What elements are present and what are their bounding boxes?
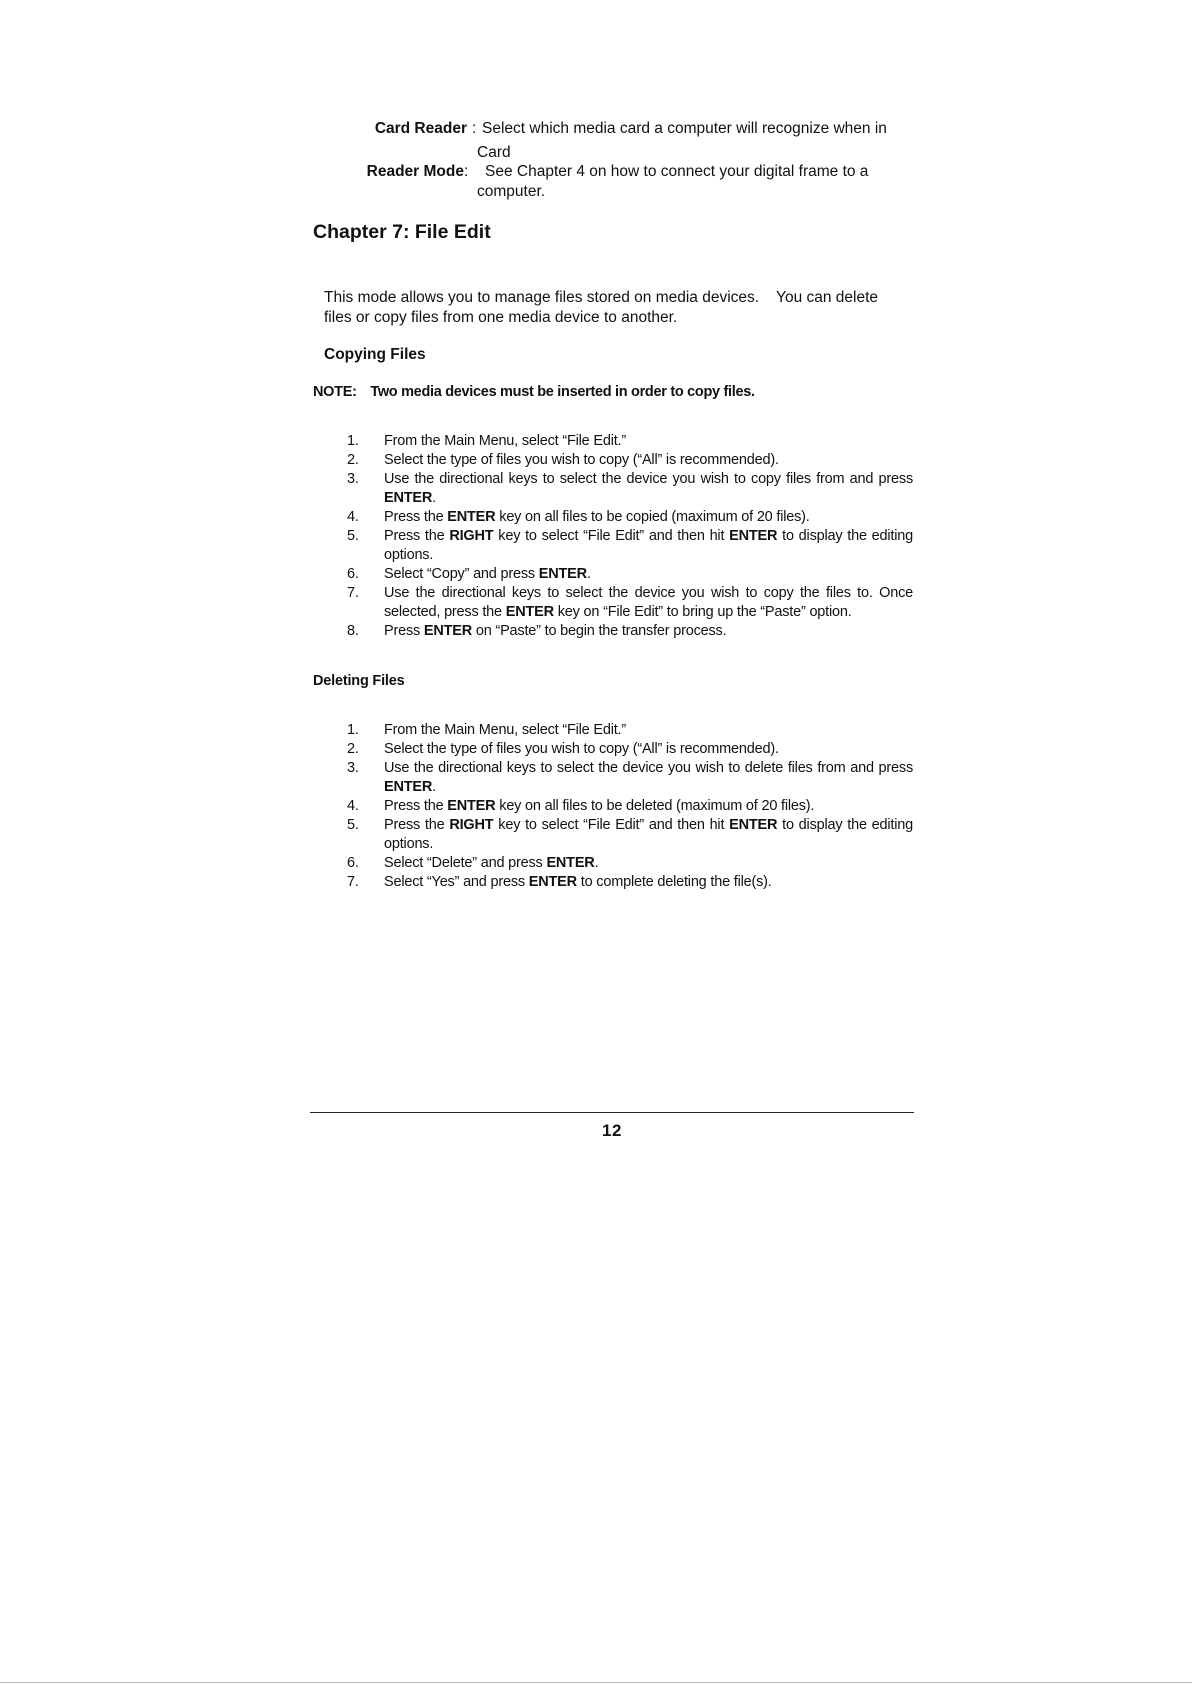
list-item — [347, 508, 913, 527]
definition-reader-mode-cont: computer. — [477, 183, 546, 200]
note-text: Two media devices must be inserted in order to copy files. — [370, 384, 755, 400]
definition-card-reader-cont: Card — [477, 144, 511, 161]
list-item-number: 5. — [347, 528, 359, 544]
copying-steps-list — [347, 432, 913, 641]
deleting-steps-list — [347, 721, 913, 892]
chapter-title: Chapter 7: File Edit — [313, 221, 491, 243]
note-label: NOTE: — [313, 384, 357, 400]
list-item-text: Press ENTER on “Paste” to begin the transfer process. — [384, 623, 727, 639]
key-name: ENTER — [447, 798, 496, 814]
list-item-text: Press the ENTER key on all files to be copied (maximum of 20 files). — [384, 509, 810, 525]
intro-paragraph-line: files or copy files from one media device to another. — [324, 309, 678, 326]
definition-card-reader: Select which media card a computer will recognize when in — [482, 120, 887, 137]
list-item-number: 4. — [347, 798, 359, 814]
list-item — [347, 721, 913, 740]
list-item — [347, 740, 913, 759]
list-item — [347, 565, 913, 584]
list-item — [347, 432, 913, 451]
list-item-number: 2. — [347, 452, 359, 468]
list-item-number: 6. — [347, 855, 359, 871]
list-item-text: Press the RIGHT key to select “File Edit” and then hit ENTER to display the editing options. — [384, 817, 913, 852]
list-item — [347, 527, 913, 565]
list-item-text: Select “Yes” and press ENTER to complete deleting the file(s). — [384, 874, 772, 890]
list-item-number: 7. — [347, 874, 359, 890]
page-number: 12 — [602, 1121, 622, 1140]
list-item-text: Use the directional keys to select the device you wish to delete files from and press ENTER. — [384, 760, 913, 795]
key-name: ENTER — [384, 490, 433, 506]
list-item-text: Select “Delete” and press ENTER. — [384, 855, 599, 871]
term-separator: : — [472, 120, 477, 137]
list-item-number: 1. — [347, 433, 359, 449]
term-card-reader: Card Reader — [374, 120, 467, 137]
list-item-number: 1. — [347, 722, 359, 738]
list-item-text: Use the directional keys to select the device you wish to copy the files to. Once selected, press the ENTER key on “File Edit” to bring up the “Paste” option. — [384, 585, 913, 620]
list-item-text: From the Main Menu, select “File Edit.” — [384, 433, 626, 449]
key-name: ENTER — [447, 509, 496, 525]
term-reader-mode: Reader Mode — [366, 163, 464, 180]
list-item — [347, 470, 913, 508]
key-name: ENTER — [384, 779, 433, 795]
note — [313, 384, 755, 400]
list-item — [347, 797, 913, 816]
key-name: ENTER — [528, 874, 577, 890]
list-item-text: Select the type of files you wish to copy (“All” is recommended). — [384, 452, 779, 468]
key-name: ENTER — [538, 566, 587, 582]
list-item-number: 8. — [347, 623, 359, 639]
list-item-number: 5. — [347, 817, 359, 833]
page-bottom-edge — [0, 1682, 1192, 1683]
key-name: ENTER — [729, 528, 778, 544]
list-item-number: 7. — [347, 585, 359, 601]
list-item-number: 4. — [347, 509, 359, 525]
list-item-text: Press the ENTER key on all files to be deleted (maximum of 20 files). — [384, 798, 815, 814]
list-item — [347, 854, 913, 873]
list-item-text: Press the RIGHT key to select “File Edit” and then hit ENTER to display the editing options. — [384, 528, 913, 563]
list-item-number: 3. — [347, 760, 359, 776]
key-name: ENTER — [729, 817, 778, 833]
list-item — [347, 584, 913, 622]
section-heading-copying: Copying Files — [324, 346, 426, 363]
list-item — [347, 816, 913, 854]
intro-paragraph-line: This mode allows you to manage files stored on media devices. You can delete — [324, 289, 879, 306]
section-heading-deleting: Deleting Files — [313, 673, 405, 689]
list-item — [347, 759, 913, 797]
key-name: ENTER — [423, 623, 473, 639]
list-item-number: 6. — [347, 566, 359, 582]
definition-reader-mode: See Chapter 4 on how to connect your digital frame to a — [485, 163, 869, 180]
list-item — [347, 451, 913, 470]
footer-divider — [310, 1112, 914, 1113]
key-name: RIGHT — [449, 817, 494, 833]
list-item — [347, 622, 913, 641]
list-item-number: 3. — [347, 471, 359, 487]
term-separator: : — [464, 163, 469, 180]
list-item-text: From the Main Menu, select “File Edit.” — [384, 722, 626, 738]
list-item-number: 2. — [347, 741, 359, 757]
list-item-text: Select “Copy” and press ENTER. — [384, 566, 591, 582]
list-item — [347, 873, 913, 892]
key-name: ENTER — [546, 855, 595, 871]
key-name: ENTER — [505, 604, 554, 620]
list-item-text: Use the directional keys to select the device you wish to copy files from and press ENTER. — [384, 471, 913, 506]
key-name: RIGHT — [449, 528, 494, 544]
list-item-text: Select the type of files you wish to copy (“All” is recommended). — [384, 741, 779, 757]
